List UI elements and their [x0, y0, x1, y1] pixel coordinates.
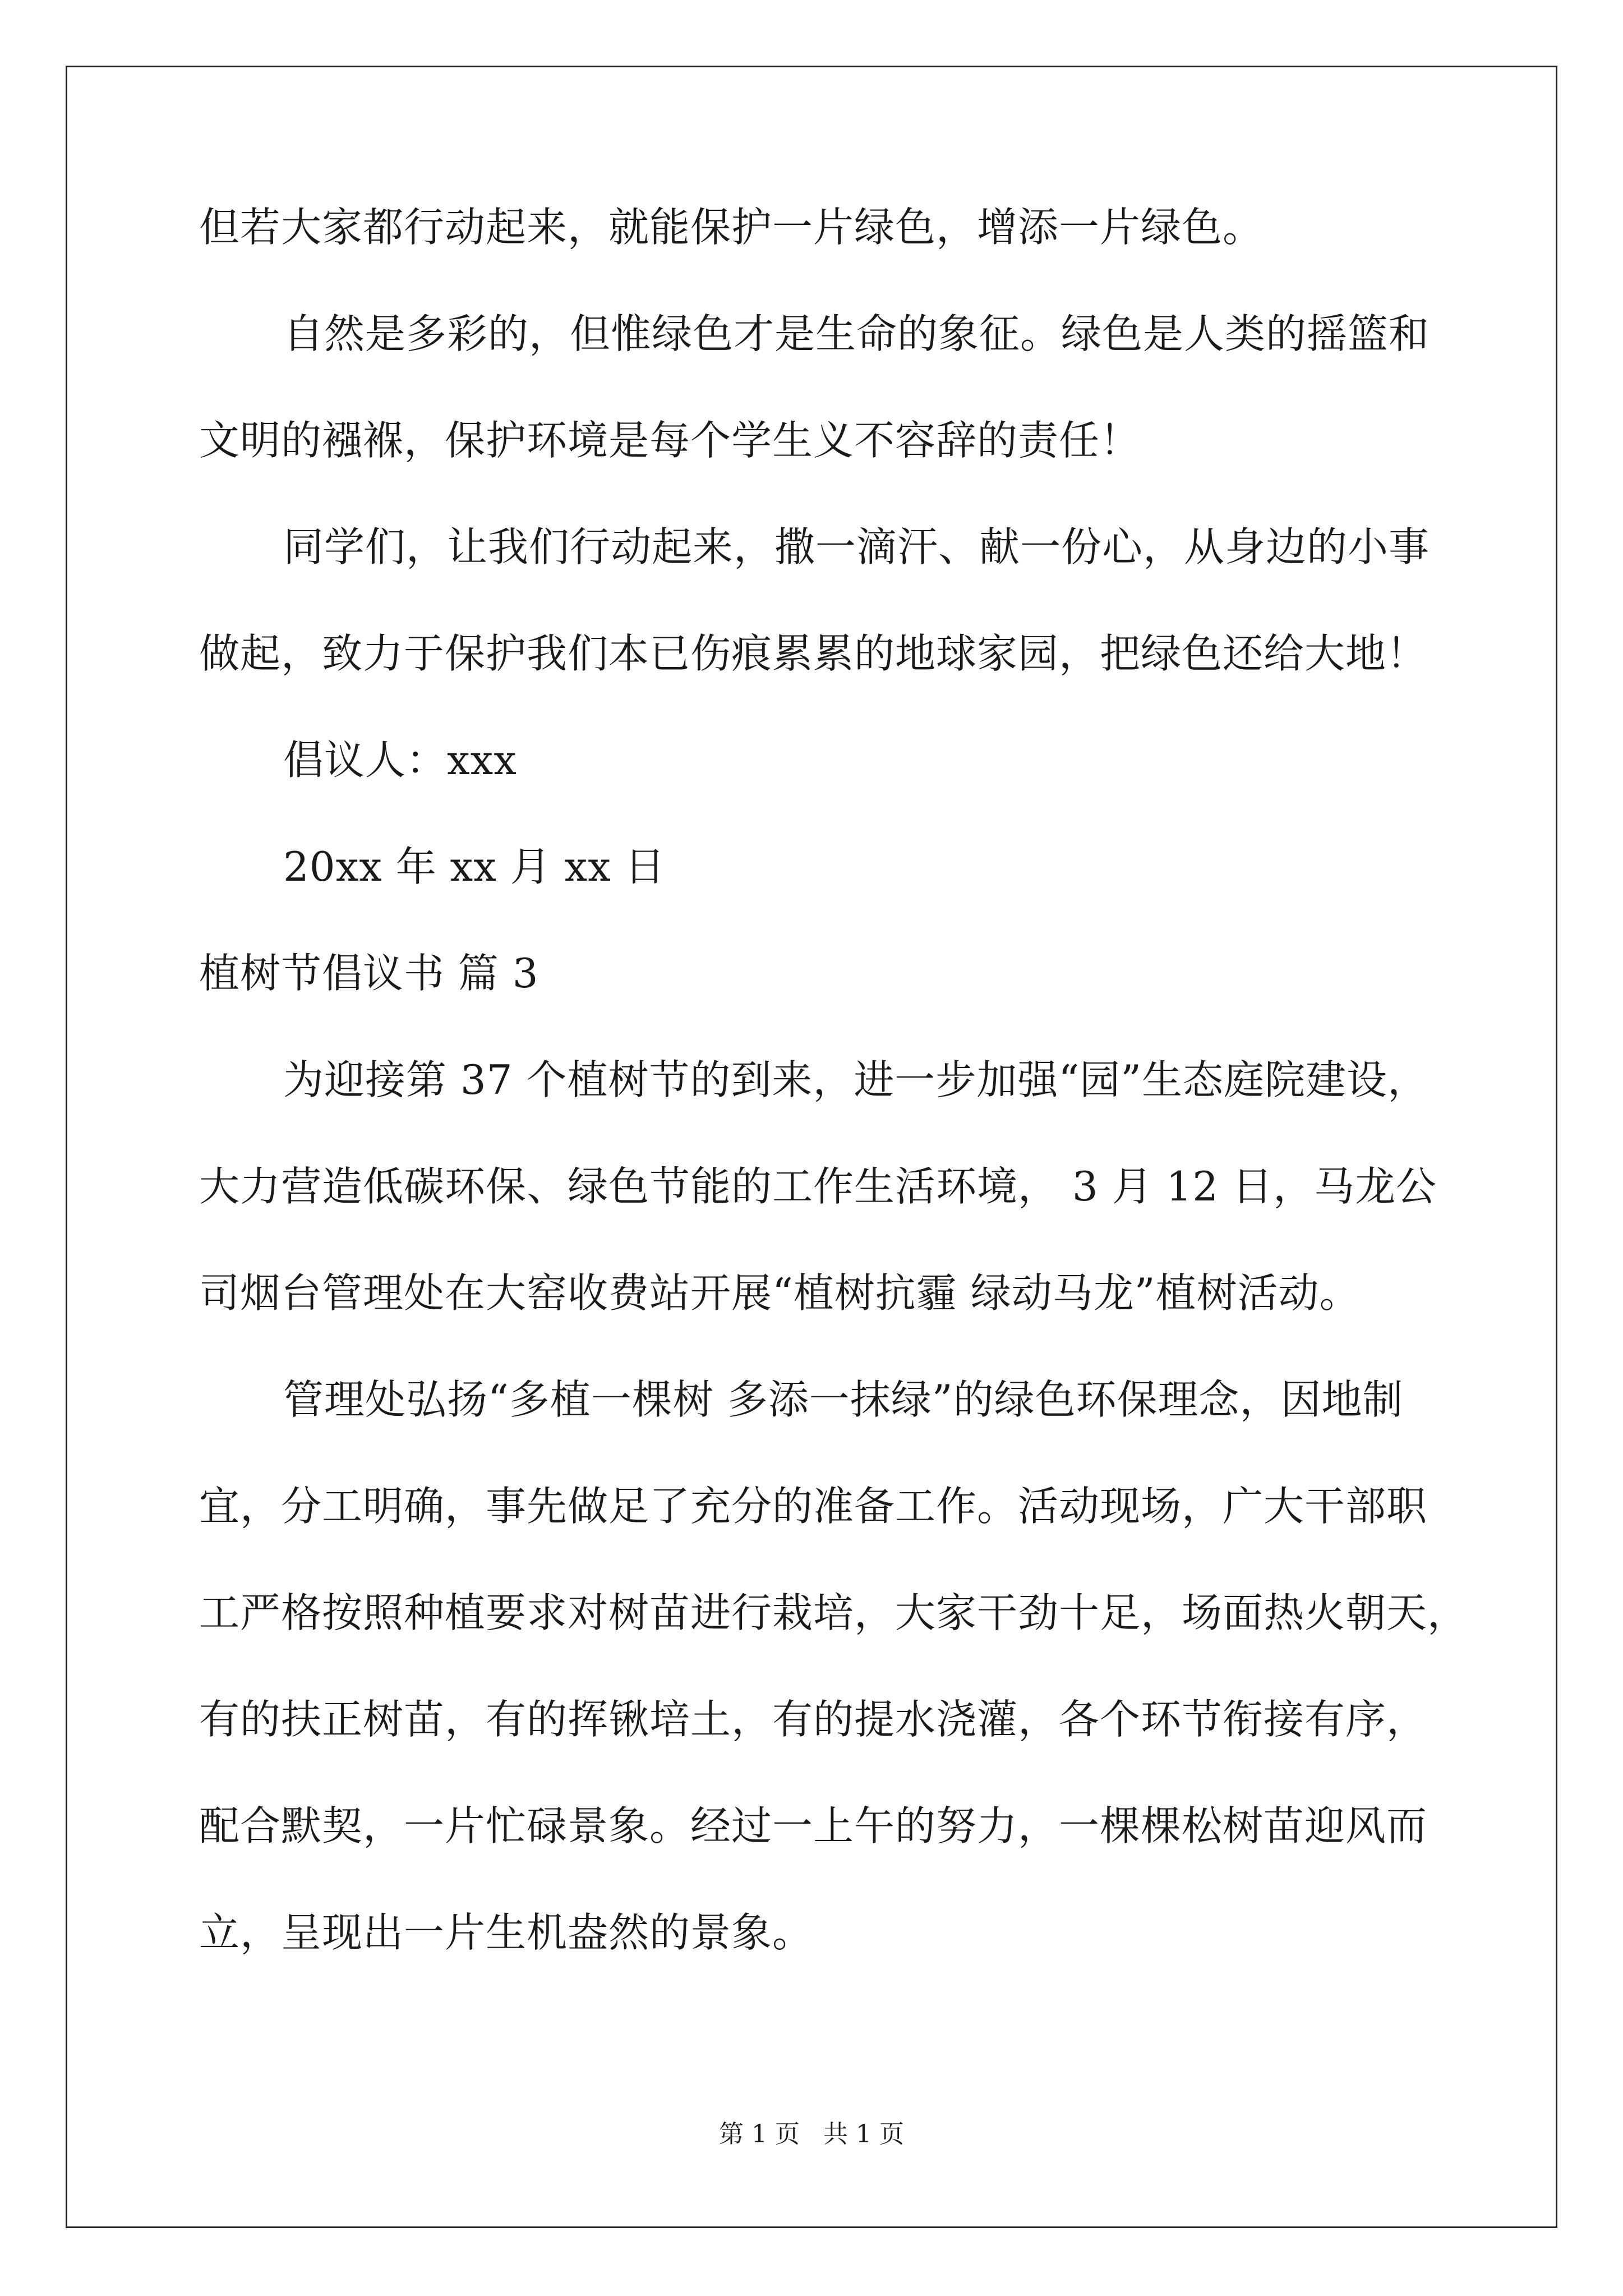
paragraph-line: 大力营造低碳环保、绿色节能的工作生活环境， 3 月 12 日，马龙公: [199, 1163, 1437, 1210]
paragraph-line: 为迎接第 37 个植树节的到来，进一步加强“园”生态庭院建设，: [283, 1056, 1429, 1103]
paragraph-line: 做起，致力于保护我们本已伤痕累累的地球家园，把绿色还给大地！: [199, 630, 1428, 677]
signatory-line: 倡议人：xxx: [283, 737, 517, 784]
paragraph-line: 有的扶正树苗，有的挥锹培土，有的提水浇灌，各个环节衔接有序，: [199, 1696, 1428, 1743]
paragraph-line: 工严格按照种植要求对树苗进行栽培，大家干劲十足，场面热火朝天，: [199, 1589, 1469, 1636]
paragraph-line: 立，呈现出一片生机盎然的景象。: [199, 1909, 814, 1956]
paragraph-line: 但若大家都行动起来，就能保护一片绿色，增添一片绿色。: [199, 204, 1264, 251]
paragraph-line: 管理处弘扬“多植一棵树 多添一抹绿”的绿色环保理念，因地制: [283, 1376, 1404, 1423]
paragraph-line: 司烟台管理处在大窑收费站开展“植树抗霾 绿动马龙”植树活动。: [199, 1269, 1361, 1317]
paragraph-line: 配合默契，一片忙碌景象。经过一上午的努力，一棵棵松树苗迎风而: [199, 1802, 1428, 1849]
paragraph-line: 文明的襁褓，保护环境是每个学生义不容辞的责任！: [199, 417, 1141, 464]
paragraph-line: 自然是多彩的，但惟绿色才是生命的象征。绿色是人类的摇篮和: [283, 310, 1430, 357]
section-heading: 植树节倡议书 篇 3: [199, 950, 539, 997]
date-line: 20xx 年 xx 月 xx 日: [283, 843, 666, 890]
page-border: [66, 66, 1557, 2228]
paragraph-line: 宜，分工明确，事先做足了充分的准备工作。活动现场，广大干部职: [199, 1483, 1428, 1530]
paragraph-line: 同学们，让我们行动起来，撒一滴汗、献一份心，从身边的小事: [283, 523, 1430, 570]
page-footer: 第 1 页 共 1 页: [719, 2120, 904, 2148]
